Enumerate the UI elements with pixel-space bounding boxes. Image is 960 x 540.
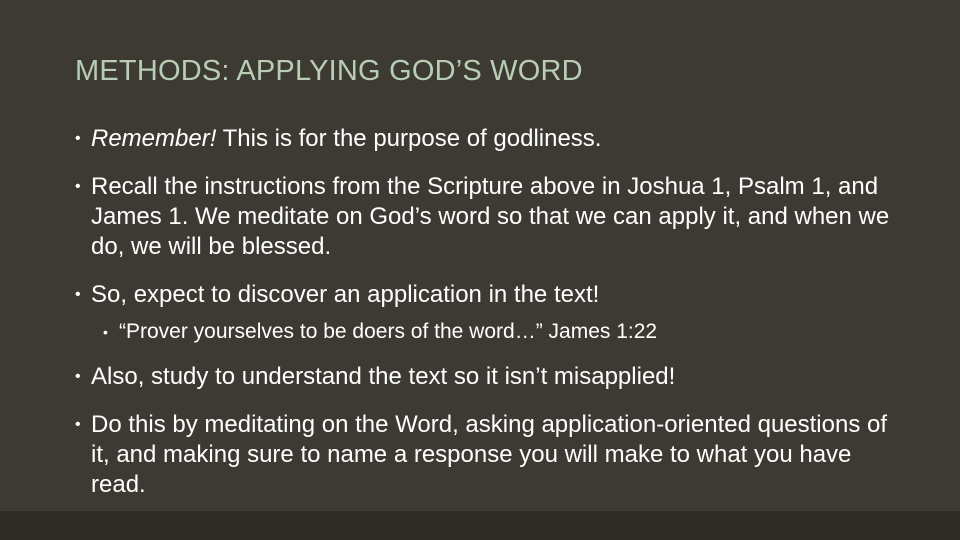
bottom-bar <box>0 511 960 540</box>
bullet-expect <box>75 280 895 310</box>
slide-title: METHODS: APPLYING GOD’S WORD <box>75 55 583 87</box>
bullet-text: “Prover yourselves to be doers of the word…” James 1:22 <box>119 320 658 343</box>
slide-content <box>75 124 895 500</box>
bullet-dot-icon: • <box>75 130 81 147</box>
bullet-dot-icon: • <box>75 286 81 303</box>
bullet-dot-icon: • <box>75 416 81 433</box>
bullet-remember <box>75 124 895 154</box>
bullet-dot-icon: • <box>103 324 108 340</box>
bullet-study <box>75 362 895 392</box>
bullet-text: So, expect to discover an application in the text! <box>91 281 600 308</box>
bullet-emphasis: Remember! <box>91 125 217 152</box>
bullet-dot-icon: • <box>75 178 81 195</box>
bullet-text: This is for the purpose of godliness. <box>216 125 602 152</box>
bullet-meditate <box>75 410 895 500</box>
bullet-text: Recall the instructions from the Scripture above in Joshua 1, Psalm 1, and James 1. We meditate on God’s word so that we can apply it, and when we do, we will be blessed. <box>91 173 890 260</box>
bullet-text: Do this by meditating on the Word, asking application-oriented questions of it, and making sure to name a response you will make to what you have read. <box>91 411 888 498</box>
bullet-dot-icon: • <box>75 368 81 385</box>
sub-bullet-james-quote <box>75 318 895 346</box>
bullet-recall <box>75 172 895 262</box>
bullet-text: Also, study to understand the text so it isn’t misapplied! <box>91 363 676 390</box>
